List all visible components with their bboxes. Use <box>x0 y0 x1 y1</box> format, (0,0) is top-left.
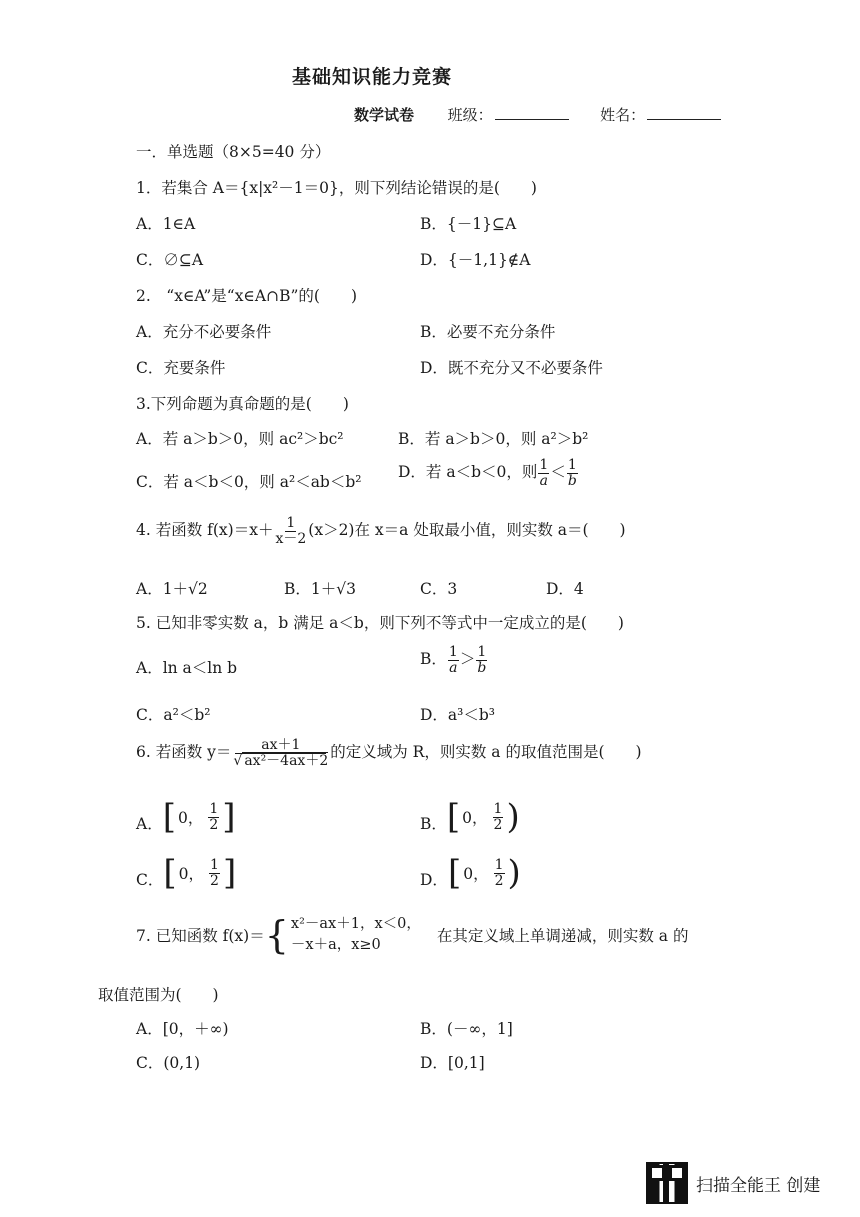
piecewise-case-2: －x＋a，x≥0 <box>290 937 381 954</box>
name-blank[interactable] <box>647 105 721 120</box>
fraction-denominator: 2 <box>210 872 219 889</box>
qr-code-icon <box>646 1162 688 1204</box>
q1-option-d: D．{－1,1}∉A <box>420 251 531 269</box>
q5-option-a: A．ln a＜ln b <box>136 659 238 677</box>
fraction-denominator: x－2 <box>275 530 307 547</box>
q1-option-b: B．{－1}⊆A <box>420 215 517 233</box>
right-bracket: ) <box>507 853 521 893</box>
q7-stem-suffix: 在其定义域上单调递减，则实数 a 的 <box>436 927 689 946</box>
fraction <box>209 858 220 888</box>
q4-option-c: C．3 <box>420 580 458 598</box>
q5-option-b-prefix: B． <box>420 650 447 669</box>
q4-option-b: B．1＋√3 <box>284 580 356 598</box>
fraction-denominator: 2 <box>209 816 219 833</box>
q6-option-c <box>136 853 237 893</box>
q2-option-c: C．充要条件 <box>136 359 226 377</box>
class-blank[interactable] <box>495 105 569 120</box>
exam-title: 基础知识能力竞赛 <box>292 66 453 88</box>
operator: ＜ <box>550 463 566 482</box>
q7-option-a: A．[0，＋∞) <box>136 1020 229 1038</box>
q1-stem: 1．若集合 A＝{x|x²－1＝0}，则下列结论错误的是( ) <box>136 179 537 197</box>
fraction-numerator: 1 <box>209 800 219 817</box>
option-label: C． <box>136 871 164 889</box>
q1-option-a: A．1∈A <box>136 215 196 233</box>
q7-option-d: D．[0,1] <box>420 1054 485 1072</box>
fraction-numerator: 1 <box>539 457 549 473</box>
q6-option-b <box>420 797 520 837</box>
q2-option-b: B．必要不充分条件 <box>420 323 556 341</box>
left-bracket: [ <box>446 797 461 837</box>
section-heading: 一．单选题（8×5=40 分） <box>136 143 331 161</box>
name-label: 姓名： <box>600 106 646 124</box>
q4-stem-prefix: 4. 若函数 f(x)＝x＋ <box>136 521 274 540</box>
q7-stem <box>136 914 688 956</box>
q6-stem-suffix: 的定义域为 R，则实数 a 的取值范围是( ) <box>330 743 642 762</box>
fraction <box>538 458 549 488</box>
q3-option-b: B．若 a＞b＞0，则 a²＞b² <box>398 430 589 448</box>
fraction <box>493 802 504 832</box>
exam-subtitle <box>354 104 721 125</box>
piecewise-case-1: x²－ax＋1，x＜0， <box>290 916 421 932</box>
interval-lower: 0， <box>178 865 205 883</box>
q5-option-b <box>420 645 488 675</box>
operator: ＞ <box>459 650 476 669</box>
left-brace: { <box>264 913 289 958</box>
interval <box>163 853 237 893</box>
option-label: D． <box>420 871 448 889</box>
q6-stem-prefix: 6. 若函数 y＝ <box>136 743 232 762</box>
interval-lower: 0， <box>463 865 489 883</box>
fraction-denominator: b <box>477 659 487 676</box>
fraction-numerator: 1 <box>493 800 503 817</box>
q7-stem-prefix: 7. 已知函数 f(x)＝ <box>136 927 265 946</box>
interval-lower: 0， <box>462 809 488 827</box>
q2-stem: 2. “x∈A”是“x∈A∩B”的( ) <box>136 287 357 305</box>
fraction-numerator: 1 <box>494 856 504 873</box>
right-bracket: ] <box>222 797 236 837</box>
q3-stem: 3.下列命题为真命题的是( ) <box>136 395 349 413</box>
fraction-numerator: 1 <box>286 515 296 531</box>
q1-option-c: C．∅⊆A <box>136 251 204 269</box>
sqrt-sign: √ <box>233 752 243 769</box>
left-bracket: [ <box>162 797 176 837</box>
fraction-numerator: 1 <box>477 644 487 660</box>
interval <box>446 797 520 837</box>
fraction <box>274 516 307 546</box>
class-label: 班级： <box>447 106 493 124</box>
interval <box>162 797 236 837</box>
subject-label: 数学试卷 <box>354 106 415 124</box>
q5-stem: 5. 已知非零实数 a，b 满足 a＜b，则下列不等式中一定成立的是( ) <box>136 614 624 632</box>
fraction-numerator: 1 <box>567 457 577 473</box>
q3-option-a: A．若 a＞b＞0，则 ac²＞bc² <box>136 430 344 448</box>
right-bracket: ) <box>506 797 520 837</box>
left-bracket: [ <box>447 853 462 893</box>
fraction-denominator: 2 <box>494 872 504 889</box>
q7-option-b: B．(－∞，1] <box>420 1020 513 1038</box>
q3-option-d-prefix: D．若 a＜b＜0，则 <box>398 463 538 482</box>
option-label: A． <box>136 815 163 833</box>
fraction <box>476 645 487 675</box>
q4-stem <box>136 516 626 546</box>
fraction-numerator: 1 <box>448 644 458 660</box>
fraction <box>494 858 505 888</box>
q4-stem-suffix: (x＞2)在 x＝a 处取最小值，则实数 a＝( ) <box>308 521 626 540</box>
interval <box>447 853 521 893</box>
q3-option-d <box>398 458 579 488</box>
q2-option-a: A．充分不必要条件 <box>136 323 272 341</box>
sqrt-radicand: ax²－4ax＋2 <box>244 752 329 769</box>
fraction-denominator: 2 <box>493 816 503 833</box>
interval-lower: 0， <box>177 809 204 827</box>
q3-option-c: C．若 a＜b＜0，则 a²＜ab＜b² <box>136 473 362 491</box>
fraction-numerator: ax＋1 <box>235 738 326 754</box>
q4-option-a: A．1＋√2 <box>136 580 208 598</box>
fraction <box>567 458 578 488</box>
q7-stem-line2: 取值范围为( ) <box>98 986 219 1004</box>
watermark-label: 扫描全能王 创建 <box>696 1175 821 1196</box>
scanner-watermark <box>646 1162 820 1204</box>
q7-option-c: C．(0,1) <box>136 1054 201 1072</box>
fraction <box>208 802 219 832</box>
option-label: B． <box>420 815 447 833</box>
fraction <box>448 645 459 675</box>
q6-option-a <box>136 797 236 837</box>
fraction-denominator: b <box>567 472 577 489</box>
fraction-numerator: 1 <box>210 856 219 873</box>
q5-option-d: D．a³＜b³ <box>420 706 496 724</box>
fraction-denominator <box>232 754 329 769</box>
q5-option-c: C．a²＜b² <box>136 706 211 724</box>
piecewise-function <box>265 914 421 956</box>
q4-option-d: D．4 <box>546 580 584 598</box>
left-bracket: [ <box>163 853 177 893</box>
fraction-denominator: a <box>449 659 458 676</box>
right-bracket: ] <box>222 853 237 893</box>
fraction-denominator: a <box>539 472 549 489</box>
q6-stem <box>136 738 642 768</box>
fraction <box>232 738 329 768</box>
q2-option-d: D．既不充分又不必要条件 <box>420 359 603 377</box>
q6-option-d <box>420 853 521 893</box>
